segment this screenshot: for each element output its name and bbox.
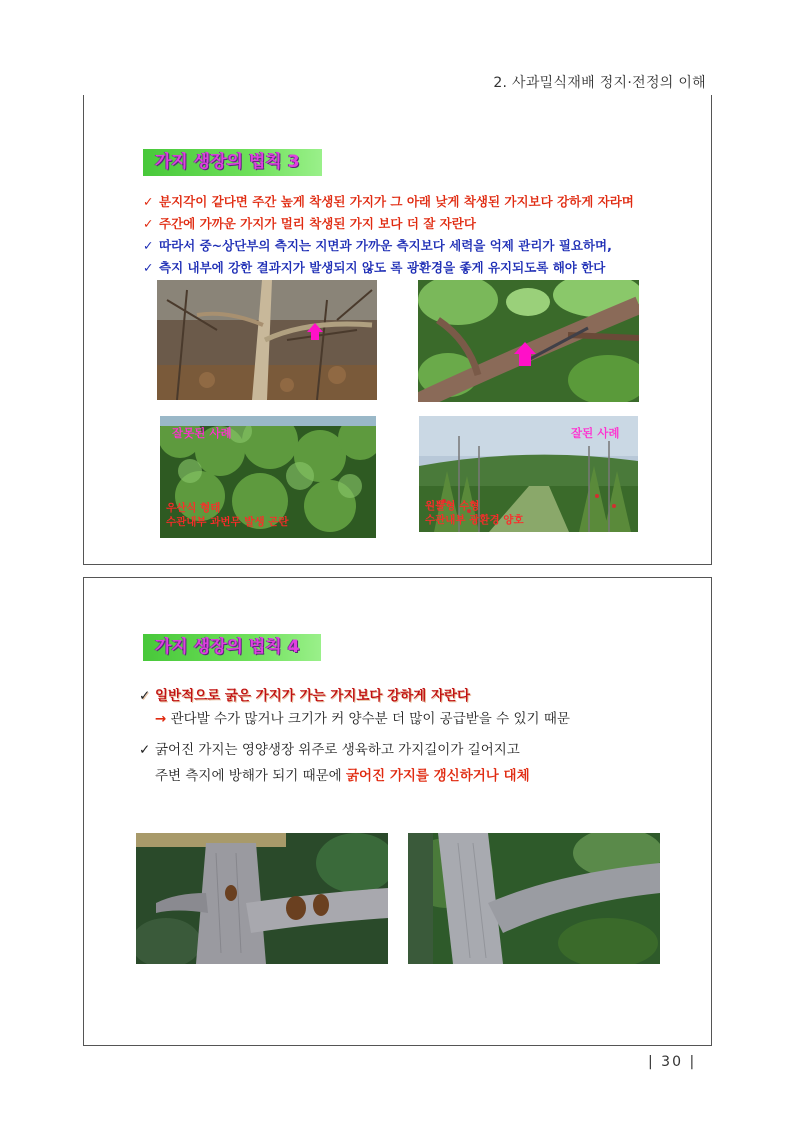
check-icon: ✓ [139,742,151,758]
arrow-right-icon: → [155,711,167,727]
bullet-item: ✓ 측지 내부에 강한 결과지가 발생되지 않도 록 광환경을 좋게 유지되도록 해야 한다 [143,260,606,275]
check-icon: ✓ [139,688,151,704]
bullet-item: ✓ 일반적으로 굵은 가지가 가는 가지보다 강하게 자란다 [139,688,471,704]
explanation-line: → 관다발 수가 많거나 크기가 커 양수분 더 많이 공급받을 수 있기 때문 [155,711,570,727]
bullet-item: ✓ 따라서 중~상단부의 측지는 지면과 가까운 측지보다 세력을 억제 관리가 필요하며, [143,238,612,253]
page-number-value: 30 [661,1054,683,1070]
bullet-item: ✓ 굵어진 가지는 영양생장 위주로 생육하고 가지길이가 길어지고 [139,742,520,758]
bad-case-note: 우산식 형태 수관내부 과번무 발생 곤란 [166,502,289,528]
bullet-continuation: 주변 측지에 방해가 되기 때문에 굵어진 가지를 갱신하거나 대체 [155,768,530,784]
branch-closeup-photo [418,280,639,402]
check-icon: ✓ [143,194,154,209]
slide-title: 가지 생장의 법칙 3 [143,149,322,176]
bullet-item: ✓ 분지각이 같다면 주간 높게 착생된 가지가 그 아래 낮게 착생된 가지보다 강하게 자라며 [143,194,634,209]
page-header: 2. 사과밀식재배 정지·전정의 이해 [493,75,706,91]
good-case-note: 원뿔형 수형 수관내부 광환경 양호 [425,500,524,526]
slide-law-4 [83,577,712,1046]
good-case-label: 잘된 사례 [571,426,620,440]
orchard-branch-photo [157,280,377,400]
page-number [648,1054,696,1070]
bullet-item: ✓ 주간에 가까운 가지가 멀리 착생된 가지 보다 더 잘 자란다 [143,216,476,231]
branch-junction-photo [408,833,660,964]
slide-title: 가지 생장의 법칙 4 [143,634,321,661]
check-icon: ✓ [143,216,154,231]
page-number-divider: | [648,1054,655,1070]
check-icon: ✓ [143,260,154,275]
page-number-divider: | [689,1054,697,1070]
bad-case-label: 잘못된 사례 [172,426,232,440]
slide-law-3 [83,95,712,565]
check-icon: ✓ [143,238,154,253]
thick-branch-damage-photo [136,833,388,964]
